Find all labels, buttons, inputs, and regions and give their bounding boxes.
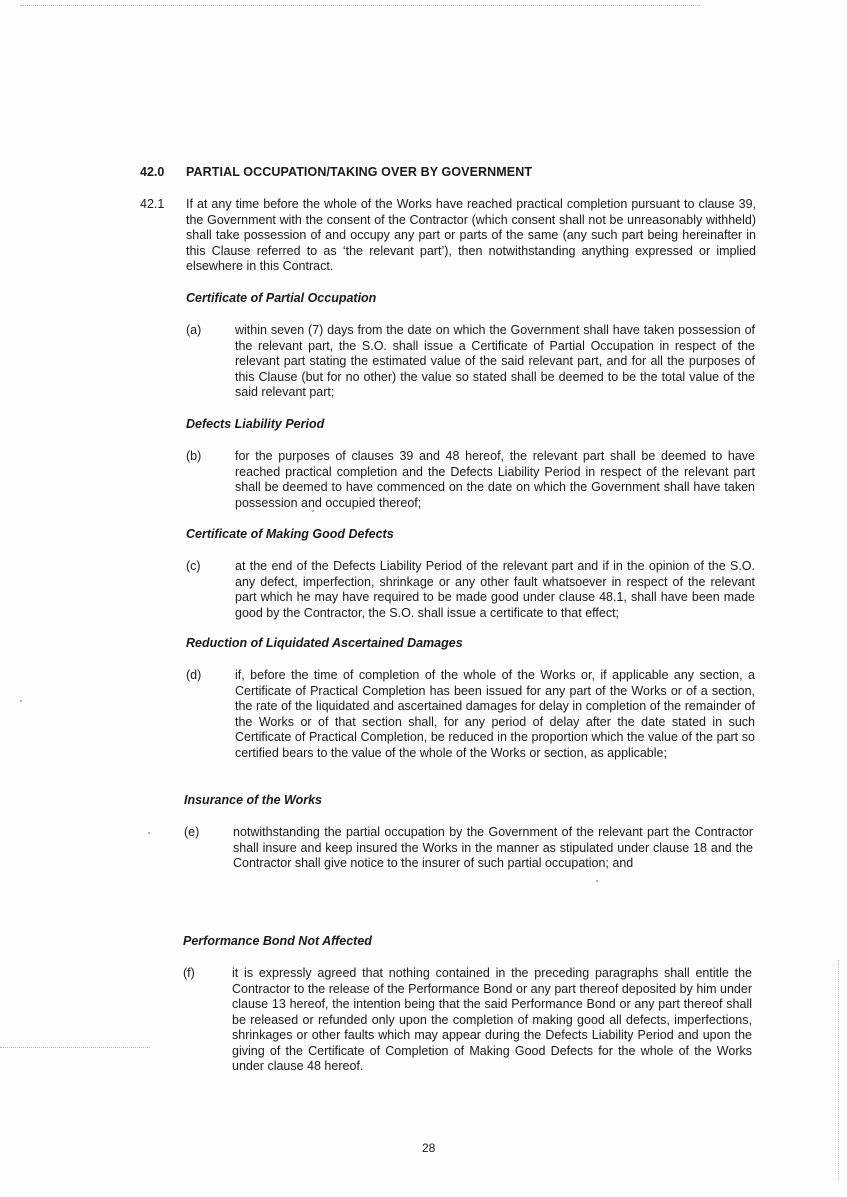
- item-paragraph-f: it is expressly agreed that nothing contained in the preceding paragraphs shall entitle the Contractor to the release of the Performance Bond or any part thereof deposited by him under clause 13 hereof, the intention being that the said Performance Bond or any part thereof shall be released or refunded only upon the completion of making good all defects, imperfections, shrinkages or other faults which may appear during the Defects Liability Period and upon the giving of the Certificate of Completion of Making Good Defects for the whole of the Works under clause 48 hereof.: [232, 966, 752, 1073]
- scan-speck: [148, 832, 150, 834]
- item-heading-b: Defects Liability Period: [186, 417, 325, 431]
- scan-edge-top: [20, 5, 700, 6]
- item-heading-f: Performance Bond Not Affected: [183, 934, 372, 948]
- item-paragraph-e: notwithstanding the partial occupation by the Government of the relevant part the Contractor shall insure and keep insured the Works in the manner as stipulated under clause 18 and the Contractor shall give notice to the insurer of such partial occupation; and: [233, 825, 753, 870]
- item-label-b: (b): [186, 449, 202, 463]
- item-heading-d: Reduction of Liquidated Ascertained Damages: [186, 636, 463, 650]
- item-heading-a: Certificate of Partial Occupation: [186, 291, 377, 305]
- item-label-d: (d): [186, 668, 202, 682]
- item-label-c: (c): [186, 559, 201, 573]
- item-paragraph-c: at the end of the Defects Liability Period of the relevant part and if in the opinion of the S.O. any defect, imperfection, shrinkage or any other fault whatsoever in respect of the relevant part which he may have required to be made good under clause 48.1, shall have been made good by the Contractor, the S.O. shall issue a certificate to that effect;: [235, 559, 755, 620]
- item-label-f: (f): [183, 966, 195, 980]
- section-number: 42.0: [140, 165, 165, 179]
- clause-paragraph: If at any time before the whole of the Works have reached practical completion pursuant to clause 39, the Government with the consent of the Contractor (which consent shall not be unreasonably withheld) shall take possession of and occupy any part or parts of the same (any such part being hereinafter in this Clause referred to as ‘the relevant part’), then notwithstanding anything expressed or implied elsewhere in this Contract.: [186, 197, 756, 273]
- clause-number: 42.1: [140, 197, 165, 211]
- scan-speck: [20, 700, 22, 702]
- item-paragraph-a: within seven (7) days from the date on which the Government shall have taken possession of the relevant part, the S.O. shall issue a Certificate of Partial Occupation in respect of the relevant part stating the estimated value of the said relevant part, and for all the purposes of this Clause (but for no other) the value so stated shall be deemed to be the total value of the said relevant part;: [235, 323, 755, 399]
- scan-speck: [596, 880, 598, 882]
- scan-mark-left: [0, 1047, 150, 1048]
- item-paragraph-d: if, before the time of completion of the whole of the Works or, if applicable any section, a Certificate of Practical Completion has been issued for any part of the Works or of a section, the rate of the liquidated and ascertained damages for delay in completion of the remainder of the Works or of that section shall, for any period of delay after the date stated in such Certificate of Practical Completion, be reduced in the proportion which the value of the part so certified bears to the value of the whole of the Works or section, as applicable;: [235, 668, 755, 760]
- item-heading-c: Certificate of Making Good Defects: [186, 527, 394, 541]
- item-label-a: (a): [186, 323, 202, 337]
- item-heading-e: Insurance of the Works: [184, 793, 322, 807]
- item-paragraph-b: for the purposes of clauses 39 and 48 hereof, the relevant part shall be deemed to have reached practical completion and the Defects Liability Period in respect of the relevant part shall be deemed to have commenced on the date on which the Government shall have taken possession and occupied thereof;: [235, 449, 755, 510]
- section-title: PARTIAL OCCUPATION/TAKING OVER BY GOVERNMENT: [186, 165, 533, 179]
- item-label-e: (e): [184, 825, 200, 839]
- scan-edge-right: [838, 960, 839, 1180]
- page-number: 28: [422, 1141, 436, 1155]
